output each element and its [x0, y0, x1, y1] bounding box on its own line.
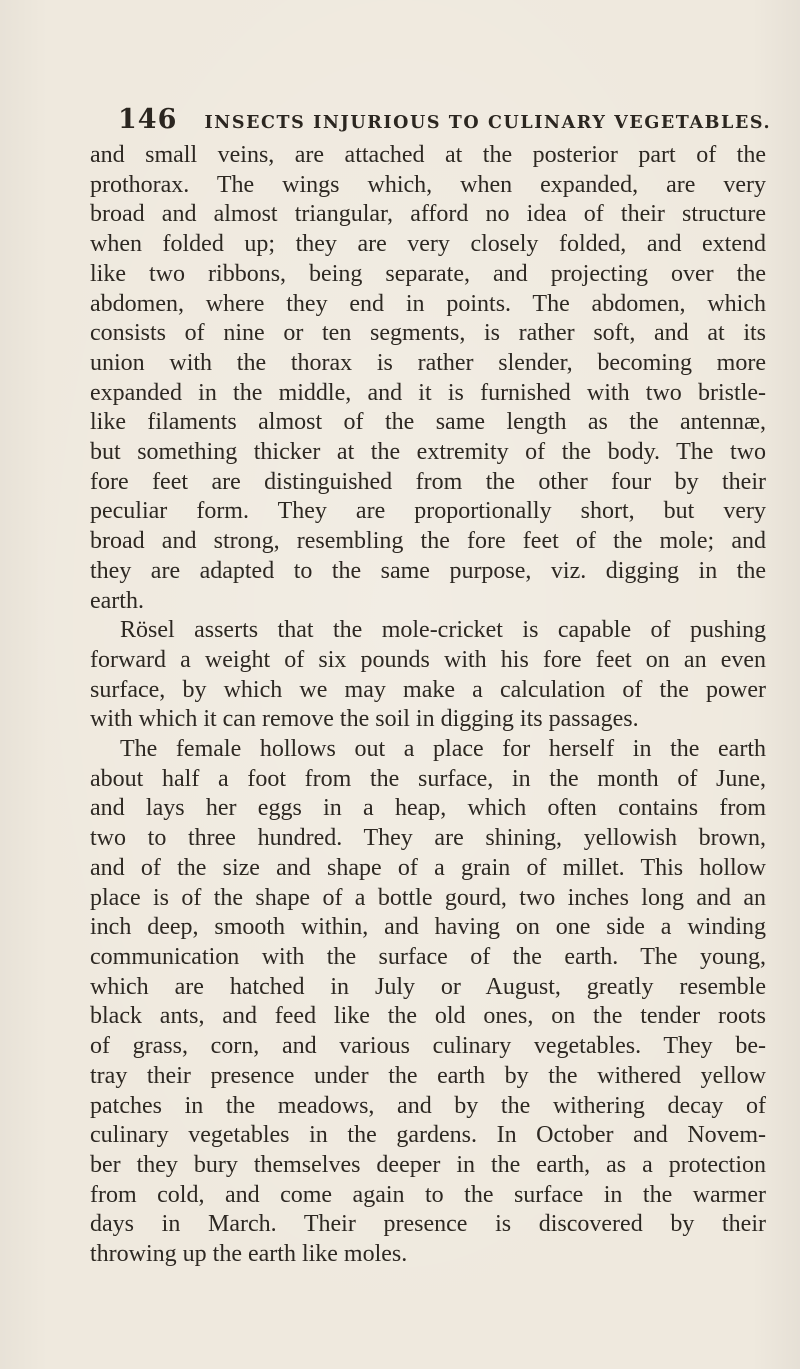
page-number: 146: [118, 104, 178, 135]
text-line: like two ribbons, being separate, and projecting over the: [90, 260, 766, 287]
text-line: consists of nine or ten segments, is rather soft, and at its: [90, 320, 766, 347]
text-line: when folded up; they are very closely folded, and extend: [90, 231, 766, 258]
text-line: forward a weight of six pounds with his fore feet on an even: [90, 646, 766, 673]
text-line: communication with the surface of the earth. The young,: [90, 943, 766, 970]
text-line: earth.: [90, 587, 144, 614]
text-line: from cold, and come again to the surface in the warmer: [90, 1181, 766, 1208]
text-line: throwing up the earth like moles.: [90, 1241, 408, 1268]
paragraph-female-eggs: [90, 735, 766, 1270]
text-line: expanded in the middle, and it is furnished with two bristle-: [90, 379, 766, 406]
text-line: culinary vegetables in the gardens. In October and Novem-: [90, 1122, 766, 1149]
text-line: ber they bury themselves deeper in the earth, as a protection: [90, 1151, 766, 1178]
text-line: peculiar form. They are proportionally short, but very: [90, 498, 766, 525]
text-line: inch deep, smooth within, and having on one side a winding: [90, 914, 766, 941]
text-line: days in March. Their presence is discovered by their: [90, 1211, 766, 1238]
text-line: broad and almost triangular, afford no idea of their structure: [90, 201, 766, 228]
running-title: INSECTS INJURIOUS TO CULINARY VEGETABLES.: [204, 113, 772, 133]
text-line: The female hollows out a place for herself in the earth: [120, 736, 766, 763]
text-line: black ants, and feed like the old ones, on the tender roots: [90, 1003, 766, 1030]
text-line: with which it can remove the soil in digging its passages.: [90, 706, 639, 733]
text-line: which are hatched in July or August, greatly resemble: [90, 973, 766, 1000]
paragraph-wings-abdomen: [90, 141, 766, 616]
text-line: and of the size and shape of a grain of millet. This hollow: [90, 854, 766, 881]
running-head: [118, 104, 772, 135]
body-text: [90, 141, 766, 1270]
paragraph-rosel-strength: [90, 616, 766, 735]
text-line: Rösel asserts that the mole-cricket is capable of pushing: [120, 617, 766, 644]
text-line: but something thicker at the extremity of the body. The two: [90, 439, 766, 466]
text-line: union with the thorax is rather slender, becoming more: [90, 349, 766, 376]
text-line: broad and strong, resembling the fore feet of the mole; and: [90, 528, 766, 555]
text-line: place is of the shape of a bottle gourd, two inches long and an: [90, 884, 766, 911]
text-line: like filaments almost of the same length as the antennæ,: [90, 409, 766, 436]
text-line: they are adapted to the same purpose, viz. digging in the: [90, 557, 766, 584]
text-line: surface, by which we may make a calculation of the power: [90, 676, 766, 703]
text-line: two to three hundred. They are shining, yellowish brown,: [90, 825, 766, 852]
text-line: prothorax. The wings which, when expanded, are very: [90, 171, 766, 198]
text-line: tray their presence under the earth by the withered yellow: [90, 1062, 766, 1089]
text-line: fore feet are distinguished from the other four by their: [90, 468, 766, 495]
text-line: abdomen, where they end in points. The abdomen, which: [90, 290, 766, 317]
text-line: and lays her eggs in a heap, which often contains from: [90, 795, 766, 822]
text-line: of grass, corn, and various culinary vegetables. They be-: [90, 1033, 766, 1060]
text-line: about half a foot from the surface, in the month of June,: [90, 765, 766, 792]
text-line: patches in the meadows, and by the withering decay of: [90, 1092, 766, 1119]
text-line: and small veins, are attached at the posterior part of the: [90, 142, 766, 168]
